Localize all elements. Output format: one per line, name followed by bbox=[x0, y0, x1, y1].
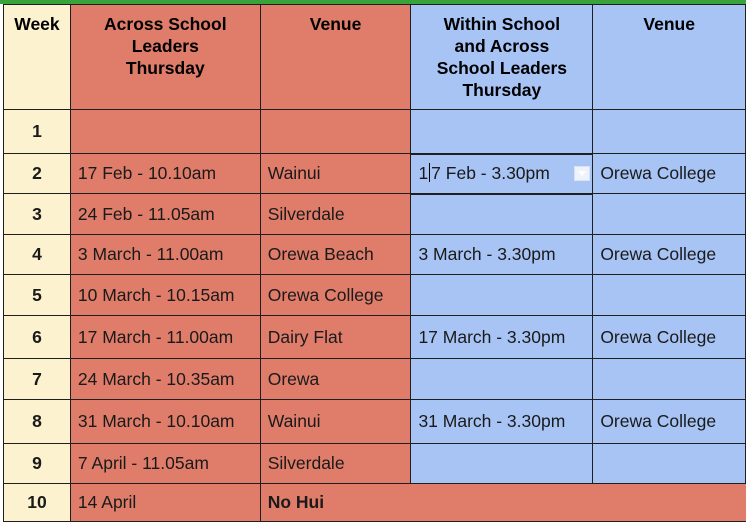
week-cell[interactable]: 5 bbox=[4, 275, 71, 316]
across-cell[interactable]: 7 April - 11.05am bbox=[70, 444, 260, 484]
table-row bbox=[4, 110, 746, 154]
venue-across-cell[interactable] bbox=[260, 110, 411, 154]
across-cell[interactable]: 14 April bbox=[70, 484, 260, 522]
within-cell-text-after: 7 Feb - 3.30pm bbox=[431, 163, 550, 183]
across-cell[interactable]: 10 March - 10.15am bbox=[70, 275, 260, 316]
within-cell-active[interactable] bbox=[411, 154, 593, 194]
venue-header-within[interactable]: Venue bbox=[593, 5, 746, 110]
active-cell-content bbox=[418, 163, 592, 184]
within-cell[interactable] bbox=[411, 359, 593, 400]
table-row bbox=[4, 484, 746, 522]
table-row bbox=[4, 194, 746, 235]
table-row bbox=[4, 359, 746, 400]
venue-across-cell[interactable]: Silverdale bbox=[260, 444, 411, 484]
venue-within-cell[interactable] bbox=[593, 275, 746, 316]
venue-within-cell[interactable] bbox=[593, 110, 746, 154]
venue-across-cell[interactable]: Wainui bbox=[260, 154, 411, 194]
within-cell[interactable] bbox=[411, 275, 593, 316]
week-cell[interactable]: 10 bbox=[4, 484, 71, 522]
week-cell[interactable]: 6 bbox=[4, 316, 71, 359]
week-cell[interactable]: 2 bbox=[4, 154, 71, 194]
table-row bbox=[4, 154, 746, 194]
venue-within-cell[interactable]: Orewa College bbox=[593, 400, 746, 444]
within-cell[interactable] bbox=[411, 444, 593, 484]
table-row bbox=[4, 275, 746, 316]
week-header[interactable]: Week bbox=[4, 5, 71, 110]
within-school-header[interactable] bbox=[411, 5, 593, 110]
across-cell[interactable]: 24 Feb - 11.05am bbox=[70, 194, 260, 235]
across-cell[interactable]: 31 March - 10.10am bbox=[70, 400, 260, 444]
venue-within-cell[interactable] bbox=[593, 359, 746, 400]
table-row bbox=[4, 235, 746, 275]
table-row bbox=[4, 444, 746, 484]
within-cell[interactable]: 3 March - 3.30pm bbox=[411, 235, 593, 275]
venue-across-cell[interactable]: Orewa bbox=[260, 359, 411, 400]
within-school-header-text: Within School and Across School Leaders Thursday bbox=[436, 14, 568, 100]
within-cell[interactable]: 17 March - 3.30pm bbox=[411, 316, 593, 359]
schedule-table bbox=[3, 4, 746, 522]
venue-across-cell[interactable]: Orewa College bbox=[260, 275, 411, 316]
within-cell[interactable]: 31 March - 3.30pm bbox=[411, 400, 593, 444]
dropdown-arrow-icon[interactable] bbox=[574, 166, 590, 181]
venue-within-cell[interactable]: Orewa College bbox=[593, 316, 746, 359]
week-cell[interactable]: 9 bbox=[4, 444, 71, 484]
venue-across-cell[interactable]: Dairy Flat bbox=[260, 316, 411, 359]
week-cell[interactable]: 4 bbox=[4, 235, 71, 275]
across-school-header-text: Across School Leaders Thursday bbox=[104, 14, 227, 78]
no-hui-cell[interactable]: No Hui bbox=[260, 484, 745, 522]
across-cell[interactable] bbox=[70, 110, 260, 154]
header-row bbox=[4, 5, 746, 110]
week-cell[interactable]: 7 bbox=[4, 359, 71, 400]
within-cell[interactable] bbox=[411, 110, 593, 154]
table-row bbox=[4, 400, 746, 444]
week-cell[interactable]: 8 bbox=[4, 400, 71, 444]
within-cell-text-before: 1 bbox=[418, 163, 429, 183]
venue-header-across[interactable]: Venue bbox=[260, 5, 411, 110]
across-cell[interactable]: 3 March - 11.00am bbox=[70, 235, 260, 275]
across-cell[interactable]: 24 March - 10.35am bbox=[70, 359, 260, 400]
across-cell[interactable]: 17 March - 11.00am bbox=[70, 316, 260, 359]
within-cell[interactable] bbox=[411, 194, 593, 235]
venue-within-cell[interactable]: Orewa College bbox=[593, 154, 746, 194]
week-cell[interactable]: 1 bbox=[4, 110, 71, 154]
venue-within-cell[interactable] bbox=[593, 444, 746, 484]
across-school-header[interactable] bbox=[70, 5, 260, 110]
venue-across-cell[interactable]: Wainui bbox=[260, 400, 411, 444]
venue-within-cell[interactable] bbox=[593, 194, 746, 235]
week-cell[interactable]: 3 bbox=[4, 194, 71, 235]
across-cell[interactable]: 17 Feb - 10.10am bbox=[70, 154, 260, 194]
venue-within-cell[interactable]: Orewa College bbox=[593, 235, 746, 275]
table-row bbox=[4, 316, 746, 359]
venue-across-cell[interactable]: Orewa Beach bbox=[260, 235, 411, 275]
venue-across-cell[interactable]: Silverdale bbox=[260, 194, 411, 235]
